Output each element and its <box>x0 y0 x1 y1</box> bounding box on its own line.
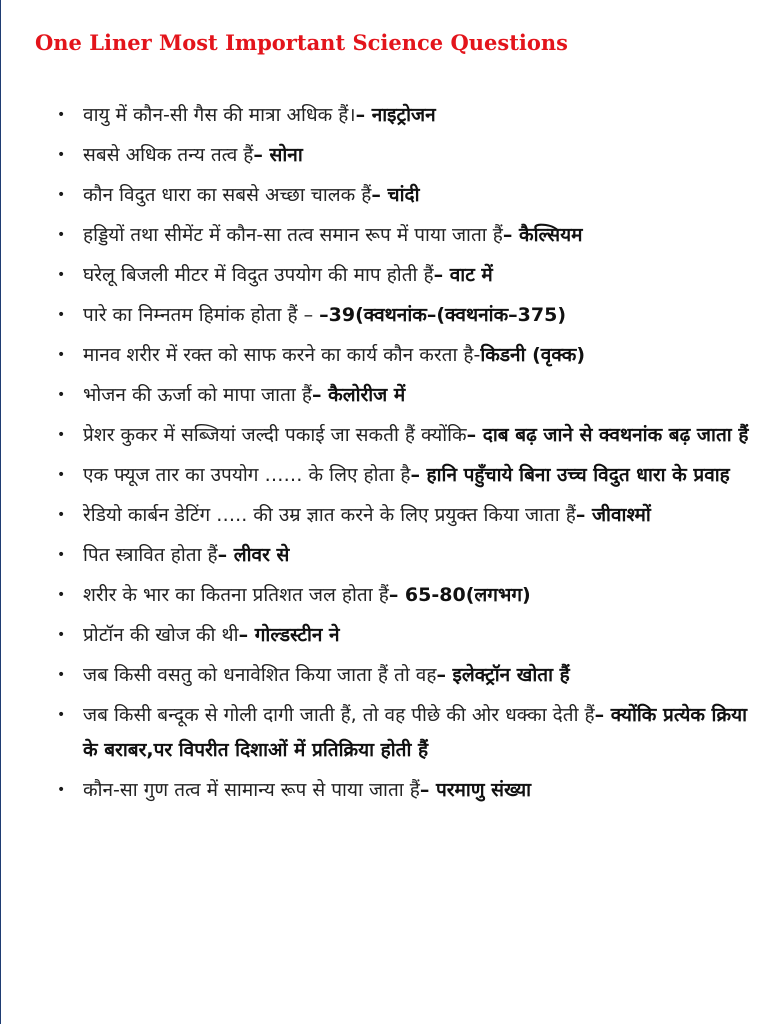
list-item <box>55 218 751 253</box>
answer-text: – लीवर से <box>217 544 290 566</box>
question-text: पित स्त्रावित होता हैं <box>83 544 218 566</box>
answer-text: – कैलोरीज में <box>311 384 406 406</box>
bullet-icon: • <box>57 587 66 603</box>
question-text: घरेलू बिजली मीटर में विदुत उपयोग की माप होती हैं <box>83 264 434 286</box>
answer-text: – 65-80(लगभग) <box>388 584 531 606</box>
question-text: भोजन की ऊर्जा को मापा जाता हैं <box>83 384 312 406</box>
bullet-icon: • <box>57 307 66 323</box>
answer-text: – वाट में <box>433 264 493 286</box>
bullet-icon: • <box>57 547 66 563</box>
bullet-icon: • <box>57 267 66 283</box>
question-text: जब किसी बन्दूक से गोली दागी जाती हैं, तो वह पीछे की ओर धक्का देती हैं <box>83 704 595 726</box>
answer-text: – क्योंकि प्रत्येक क्रिया के बराबर,पर विपरीत दिशाओं में प्रतिक्रिया होती हैं <box>83 704 748 761</box>
list-item <box>55 698 751 768</box>
question-text: रेडियो कार्बन डेटिंग ….. की उम्र ज्ञात करने के लिए प्रयुक्त किया जाता हैं <box>83 504 576 526</box>
question-text: मानव शरीर में रक्त को साफ करने का कार्य कौन करता है- <box>83 344 481 366</box>
list-item <box>55 578 751 613</box>
list-item <box>55 138 751 173</box>
list-item <box>55 258 751 293</box>
question-text: एक फ्यूज तार का उपयोग …… के लिए होता है <box>83 464 411 486</box>
question-list <box>55 98 751 813</box>
question-text: पारे का निम्नतम हिमांक होता हैं – <box>83 304 320 326</box>
list-item <box>55 98 751 133</box>
list-item <box>55 418 751 453</box>
list-item <box>55 178 751 213</box>
answer-text: – सोना <box>253 144 303 166</box>
answer-text: – नाइट्रोजन <box>355 104 436 126</box>
bullet-icon: • <box>57 507 66 523</box>
bullet-icon: • <box>57 782 66 798</box>
bullet-icon: • <box>57 427 66 443</box>
bullet-icon: • <box>57 467 66 483</box>
question-text: प्रोटॉन की खोज की थी <box>83 624 239 646</box>
list-item <box>55 538 751 573</box>
answer-text: – परमाणु संख्या <box>419 779 532 801</box>
bullet-icon: • <box>57 627 66 643</box>
answer-text: किडनी (वृक्क) <box>480 344 585 366</box>
question-text: वायु में कौन-सी गैस की मात्रा अधिक हैं। <box>83 104 356 126</box>
question-text: कौन-सा गुण तत्व में सामान्य रूप से पाया जाता हैं <box>83 779 420 801</box>
list-item <box>55 498 751 533</box>
list-item <box>55 773 751 808</box>
question-text: जब किसी वसतु को धनावेशित किया जाता हैं तो वह <box>83 664 437 686</box>
answer-text: –39(क्वथनांक–(क्वथनांक–375) <box>319 304 567 326</box>
bullet-icon: • <box>57 107 66 123</box>
list-item <box>55 618 751 653</box>
bullet-icon: • <box>57 707 66 723</box>
list-item <box>55 658 751 693</box>
list-item <box>55 338 751 373</box>
list-item <box>55 458 751 493</box>
bullet-icon: • <box>57 667 66 683</box>
answer-text: – दाब बढ़ जाने से क्वथनांक बढ़ जाता हैं <box>466 424 749 446</box>
bullet-icon: • <box>57 387 66 403</box>
answer-text: – हानि पहुँचाये बिना उच्च विदुत धारा के प्रवाह <box>410 464 730 486</box>
question-text: प्रेशर कुकर में सब्जियां जल्दी पकाई जा सकती हैं क्योंकि <box>83 424 467 446</box>
question-text: सबसे अधिक तन्य तत्व हैं <box>83 144 254 166</box>
bullet-icon: • <box>57 227 66 243</box>
bullet-icon: • <box>57 347 66 363</box>
list-item <box>55 298 751 333</box>
question-text: कौन विदुत धारा का सबसे अच्छा चालक हैं <box>83 184 372 206</box>
question-text: शरीर के भार का कितना प्रतिशत जल होता हैं <box>83 584 389 606</box>
answer-text: – इलेक्ट्रॉन खोता हैं <box>436 664 570 686</box>
list-item <box>55 378 751 413</box>
page-title: One Liner Most Important Science Questions <box>35 30 568 55</box>
answer-text: – गोल्डस्टीन ने <box>238 624 340 646</box>
answer-text: – कैल्सियम <box>502 224 583 246</box>
bullet-icon: • <box>57 187 66 203</box>
answer-text: – चांदी <box>371 184 420 206</box>
bullet-icon: • <box>57 147 66 163</box>
question-text: हड्डियों तथा सीमेंट में कौन-सा तत्व समान रूप में पाया जाता हैं <box>83 224 503 246</box>
answer-text: – जीवाश्मों <box>575 504 651 526</box>
